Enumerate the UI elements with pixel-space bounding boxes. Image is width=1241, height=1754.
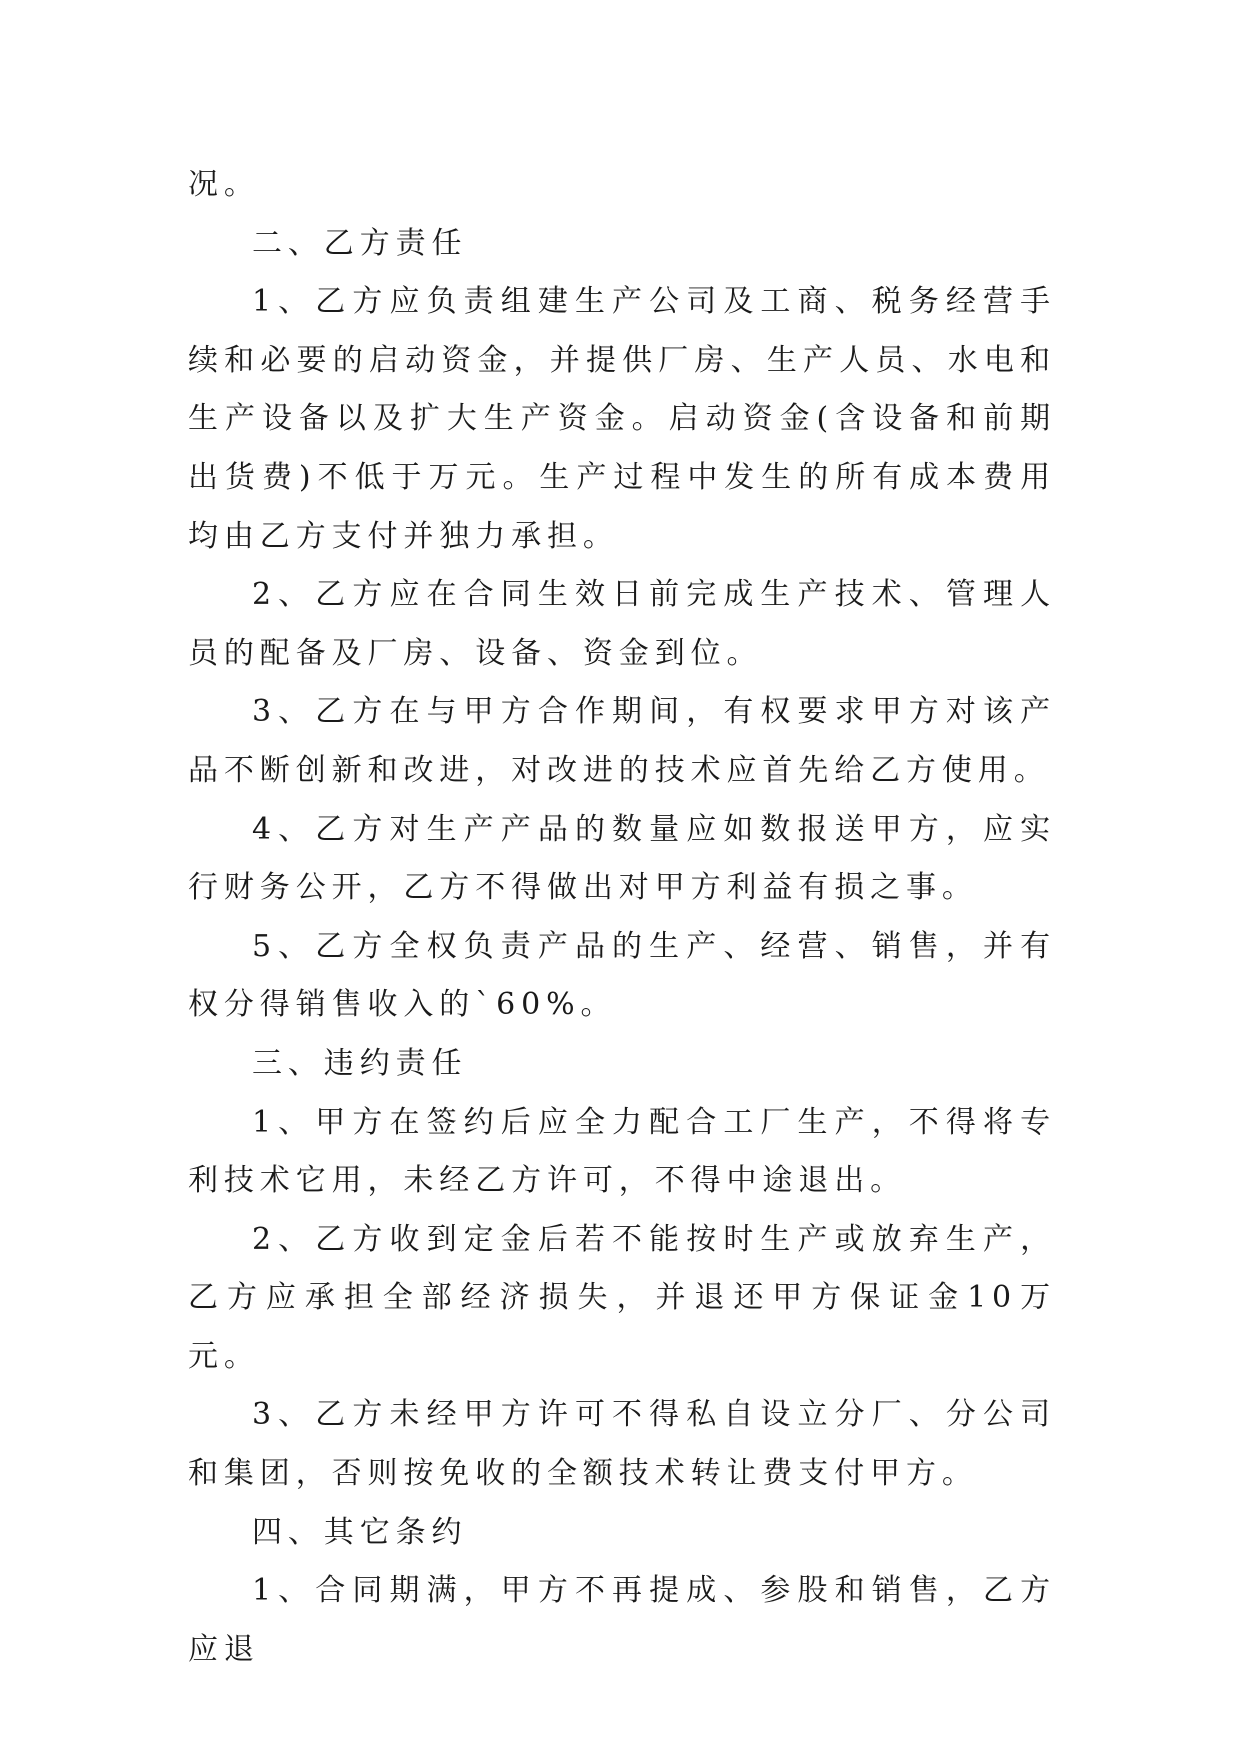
paragraph-continuation: 况。 bbox=[188, 167, 260, 202]
clause-b-4: 4、乙方对生产产品的数量应如数报送甲方，应实行财务公开，乙方不得做出对甲方利益有损之事。 bbox=[188, 811, 1056, 906]
clause-b-2: 2、乙方应在合同生效日前完成生产技术、管理人员的配备及厂房、设备、资金到位。 bbox=[188, 577, 1056, 671]
section-heading-breach-liability: 三、违约责任 bbox=[252, 1045, 468, 1081]
clause-c-3: 3、乙方未经甲方许可不得私自设立分厂、分公司和集团，否则按免收的全额技术转让费支付甲方。 bbox=[188, 1397, 1056, 1492]
clause-c-2: 2、乙方收到定金后若不能按时生产或放弃生产，乙方应承担全部经济损失，并退还甲方保证金10万元。 bbox=[188, 1221, 1056, 1374]
clause-b-5: 5、乙方全权负责产品的生产、经营、销售，并有权分得销售收入的`60%。 bbox=[188, 928, 1056, 1023]
section-heading-other-terms: 四、其它条约 bbox=[252, 1514, 468, 1550]
clause-c-1: 1、甲方在签约后应全力配合工厂生产，不得将专利技术它用，未经乙方许可，不得中途退出。 bbox=[188, 1104, 1056, 1199]
section-heading-party-b-responsibilities: 二、乙方责任 bbox=[252, 225, 468, 261]
clause-b-1: 1、乙方应负责组建生产公司及工商、税务经营手续和必要的启动资金，并提供厂房、生产人员、水电和生产设备以及扩大生产资金。启动资金(含设备和前期出货费)不低于万元。生产过程中发生的所有成本费用均由乙方支付并独力承担。 bbox=[188, 284, 1056, 554]
clause-b-3: 3、乙方在与甲方合作期间，有权要求甲方对该产品不断创新和改进，对改进的技术应首先给乙方使用。 bbox=[188, 694, 1056, 788]
document-body bbox=[188, 156, 1056, 1679]
clause-d-1: 1、合同期满，甲方不再提成、参股和销售，乙方应退 bbox=[188, 1573, 1056, 1667]
